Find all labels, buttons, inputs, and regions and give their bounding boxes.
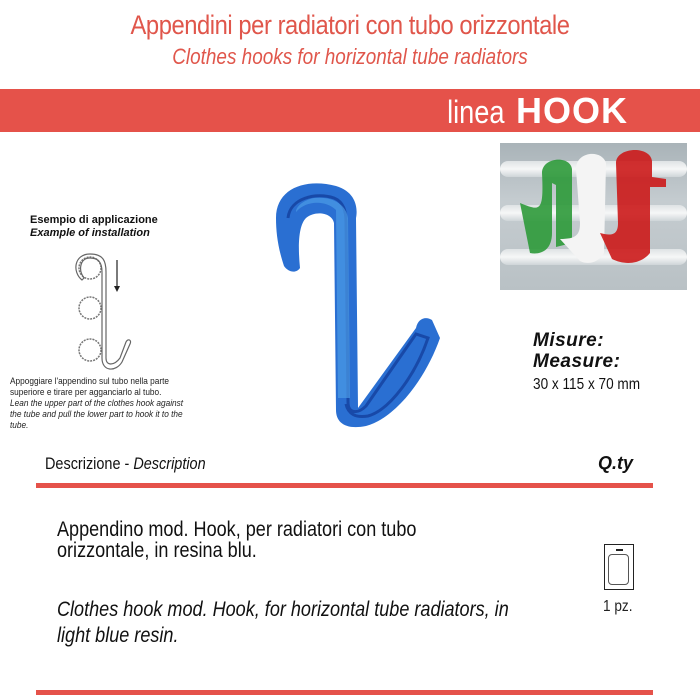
measures-label-en: Measure:	[533, 351, 621, 372]
package-window	[608, 554, 629, 585]
product-line-label	[442, 90, 628, 133]
package-icon	[604, 544, 634, 590]
installation-text-it: Appoggiare l'appendino sul tubo nella parte superiore e tirare per agganciarlo al tubo.	[10, 376, 170, 397]
installation-diagram-icon	[60, 250, 150, 370]
description-english: Clothes hook mod. Hook, for horizontal tube radiators, in light blue resin.	[57, 598, 509, 647]
footer-rule	[36, 690, 653, 695]
quantity-value: 1 pz.	[603, 598, 633, 615]
measures-label-it: Misure:	[533, 330, 605, 351]
installation-text-en: Lean the upper part of the clothes hook against the tube and pull the lower part to hook it to the tube.	[10, 398, 184, 430]
quantity-header: Q.ty	[598, 453, 634, 473]
description-header-it: Descrizione -	[45, 454, 134, 473]
colored-hooks-icon	[500, 143, 687, 290]
radiator-photo	[500, 143, 687, 290]
measures-block	[533, 330, 659, 394]
installation-title-it: Esempio di applicazione	[30, 214, 158, 226]
line-name: HOOK	[516, 90, 628, 131]
description-header	[45, 454, 206, 474]
package-hang-slot	[616, 549, 623, 551]
description-italian: Appendino mod. Hook, per radiatori con tubo orizzontale, in resina blu.	[57, 518, 417, 562]
line-prefix: linea	[447, 94, 505, 130]
installation-title	[30, 214, 158, 240]
blue-hook-image	[266, 178, 446, 428]
title-italian: Appendini per radiatori con tubo orizzontale	[130, 10, 570, 40]
header-rule	[36, 483, 653, 488]
installation-title-en: Example of installation	[30, 227, 150, 239]
measures-value: 30 x 115 x 70 mm	[533, 376, 641, 393]
installation-text	[10, 376, 194, 431]
description-header-en: Description	[133, 454, 206, 473]
title-english: Clothes hooks for horizontal tube radiators	[172, 44, 528, 69]
